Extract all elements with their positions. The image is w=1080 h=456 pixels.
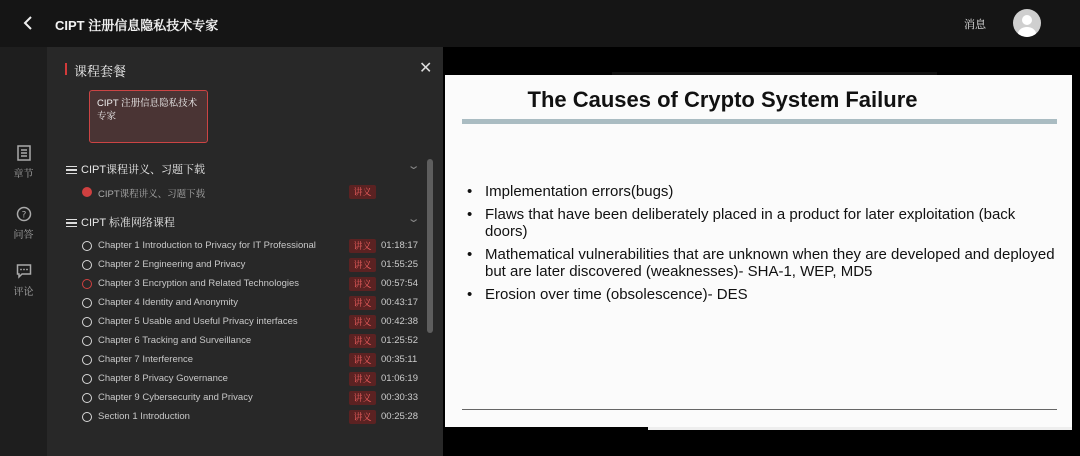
item-label: Chapter 9 Cybersecurity and Privacy [98,392,253,403]
list-item[interactable] [82,237,422,256]
list-item[interactable] [82,408,422,427]
list-item[interactable] [82,332,422,351]
in-progress-icon [82,279,92,289]
list-item[interactable] [82,275,422,294]
list-icon [17,145,31,161]
list-item[interactable] [82,313,422,332]
chevron-down-icon[interactable]: ⌄ [406,213,421,225]
menu-icon [66,164,77,177]
handout-badge[interactable]: 讲义 [349,258,376,272]
item-label: Chapter 2 Engineering and Privacy [98,259,246,270]
item-label: Chapter 4 Identity and Anonymity [98,297,238,308]
menu-icon [66,217,77,230]
play-status-icon [82,317,92,327]
play-status-icon [82,241,92,251]
duration: 00:43:17 [381,297,418,308]
duration: 00:35:11 [381,354,418,365]
handout-badge[interactable]: 讲义 [349,296,376,310]
slide-bullets [467,183,1057,309]
course-panel [47,47,443,456]
avatar[interactable] [1013,9,1041,37]
close-icon[interactable]: ✕ [419,60,433,77]
play-status-icon [82,298,92,308]
play-status-icon [82,412,92,422]
slide-video[interactable] [445,75,1072,427]
play-status-icon [82,260,92,270]
duration: 00:57:54 [381,278,418,289]
panel-scrollbar[interactable] [427,159,433,333]
play-status-icon [82,393,92,403]
list-item[interactable] [82,370,422,389]
duration: 00:42:38 [381,316,418,327]
play-status-icon [82,374,92,384]
back-arrow-icon[interactable] [20,13,38,33]
play-status-icon [82,355,92,365]
play-status-icon [82,336,92,346]
item-label: Chapter 3 Encryption and Related Technologies [98,278,300,289]
rail-label-chapters: 章节 [13,169,34,180]
item-label: Chapter 7 Interference [98,354,194,365]
list-item[interactable] [82,389,422,408]
rail-label-qa: 问答 [13,230,34,241]
handout-badge[interactable]: 讲义 [349,185,376,199]
handout-badge[interactable]: 讲义 [349,372,376,386]
file-icon [82,187,92,197]
handout-badge[interactable]: 讲义 [349,391,376,405]
top-bar [0,0,1080,47]
duration: 00:25:28 [381,411,418,422]
item-label: Chapter 1 Introduction to Privacy for IT Professional [98,240,316,251]
item-label: Chapter 6 Tracking and Surveillance [98,335,252,346]
section-downloads[interactable] [66,161,205,177]
handout-badge[interactable]: 讲义 [349,239,376,253]
section-title: CIPT课程讲义、习题下载 [81,164,206,176]
panel-title: 课程套餐 [65,61,126,80]
messages-link[interactable]: 消息 [964,19,986,31]
list-item[interactable] [82,183,422,202]
slide-bullet: • Implementation errors(bugs) [467,183,1057,200]
chevron-down-icon[interactable]: ⌄ [406,160,421,172]
handout-badge[interactable]: 讲义 [349,334,376,348]
rail-item-qa[interactable] [0,206,47,241]
slide-bullet: • Erosion over time (obsolescence)- DES [467,286,1057,303]
video-frame-edge [648,427,1072,430]
list-item[interactable] [82,294,422,313]
section-course[interactable] [66,214,175,230]
slide-title-rule [462,119,1057,124]
svg-text:?: ? [21,210,26,221]
section-title: CIPT 标准网络课程 [81,217,175,229]
rail-label-comments: 评论 [13,287,34,298]
item-label: Chapter 8 Privacy Governance [98,373,228,384]
slide-bullet: • Mathematical vulnerabilities that are unknown when they are developed and deployed but are later discovered (weaknesses)- SHA-1, WEP, MD5 [467,246,1057,280]
question-icon [16,206,32,222]
handout-badge[interactable]: 讲义 [349,277,376,291]
slide-bullet: • Flaws that have been deliberately placed in a product for later exploitation (back doors) [467,206,1057,240]
list-item[interactable] [82,256,422,275]
duration: 01:06:19 [381,373,418,384]
list-item[interactable] [82,351,422,370]
duration: 01:55:25 [381,259,418,270]
user-icon [1013,9,1041,37]
left-rail [0,47,47,456]
item-label: CIPT课程讲义、习题下载 [98,189,206,200]
rail-item-chapters[interactable] [0,145,47,180]
duration: 01:25:52 [381,335,418,346]
duration: 00:30:33 [381,392,418,403]
app-title: CIPT 注册信息隐私技术专家 [55,18,219,33]
slide-footer-rule [462,409,1057,410]
handout-badge[interactable]: 讲义 [349,353,376,367]
item-label: Chapter 5 Usable and Useful Privacy interfaces [98,316,298,327]
duration: 01:18:17 [381,240,418,251]
slide-title: The Causes of Crypto System Failure [527,87,918,112]
rail-item-comments[interactable] [0,263,47,298]
item-label: Section 1 Introduction [98,411,190,422]
handout-badge[interactable]: 讲义 [349,410,376,424]
handout-badge[interactable]: 讲义 [349,315,376,329]
comment-icon [16,263,32,279]
package-card[interactable]: CIPT 注册信息隐私技术专家 [89,90,208,143]
